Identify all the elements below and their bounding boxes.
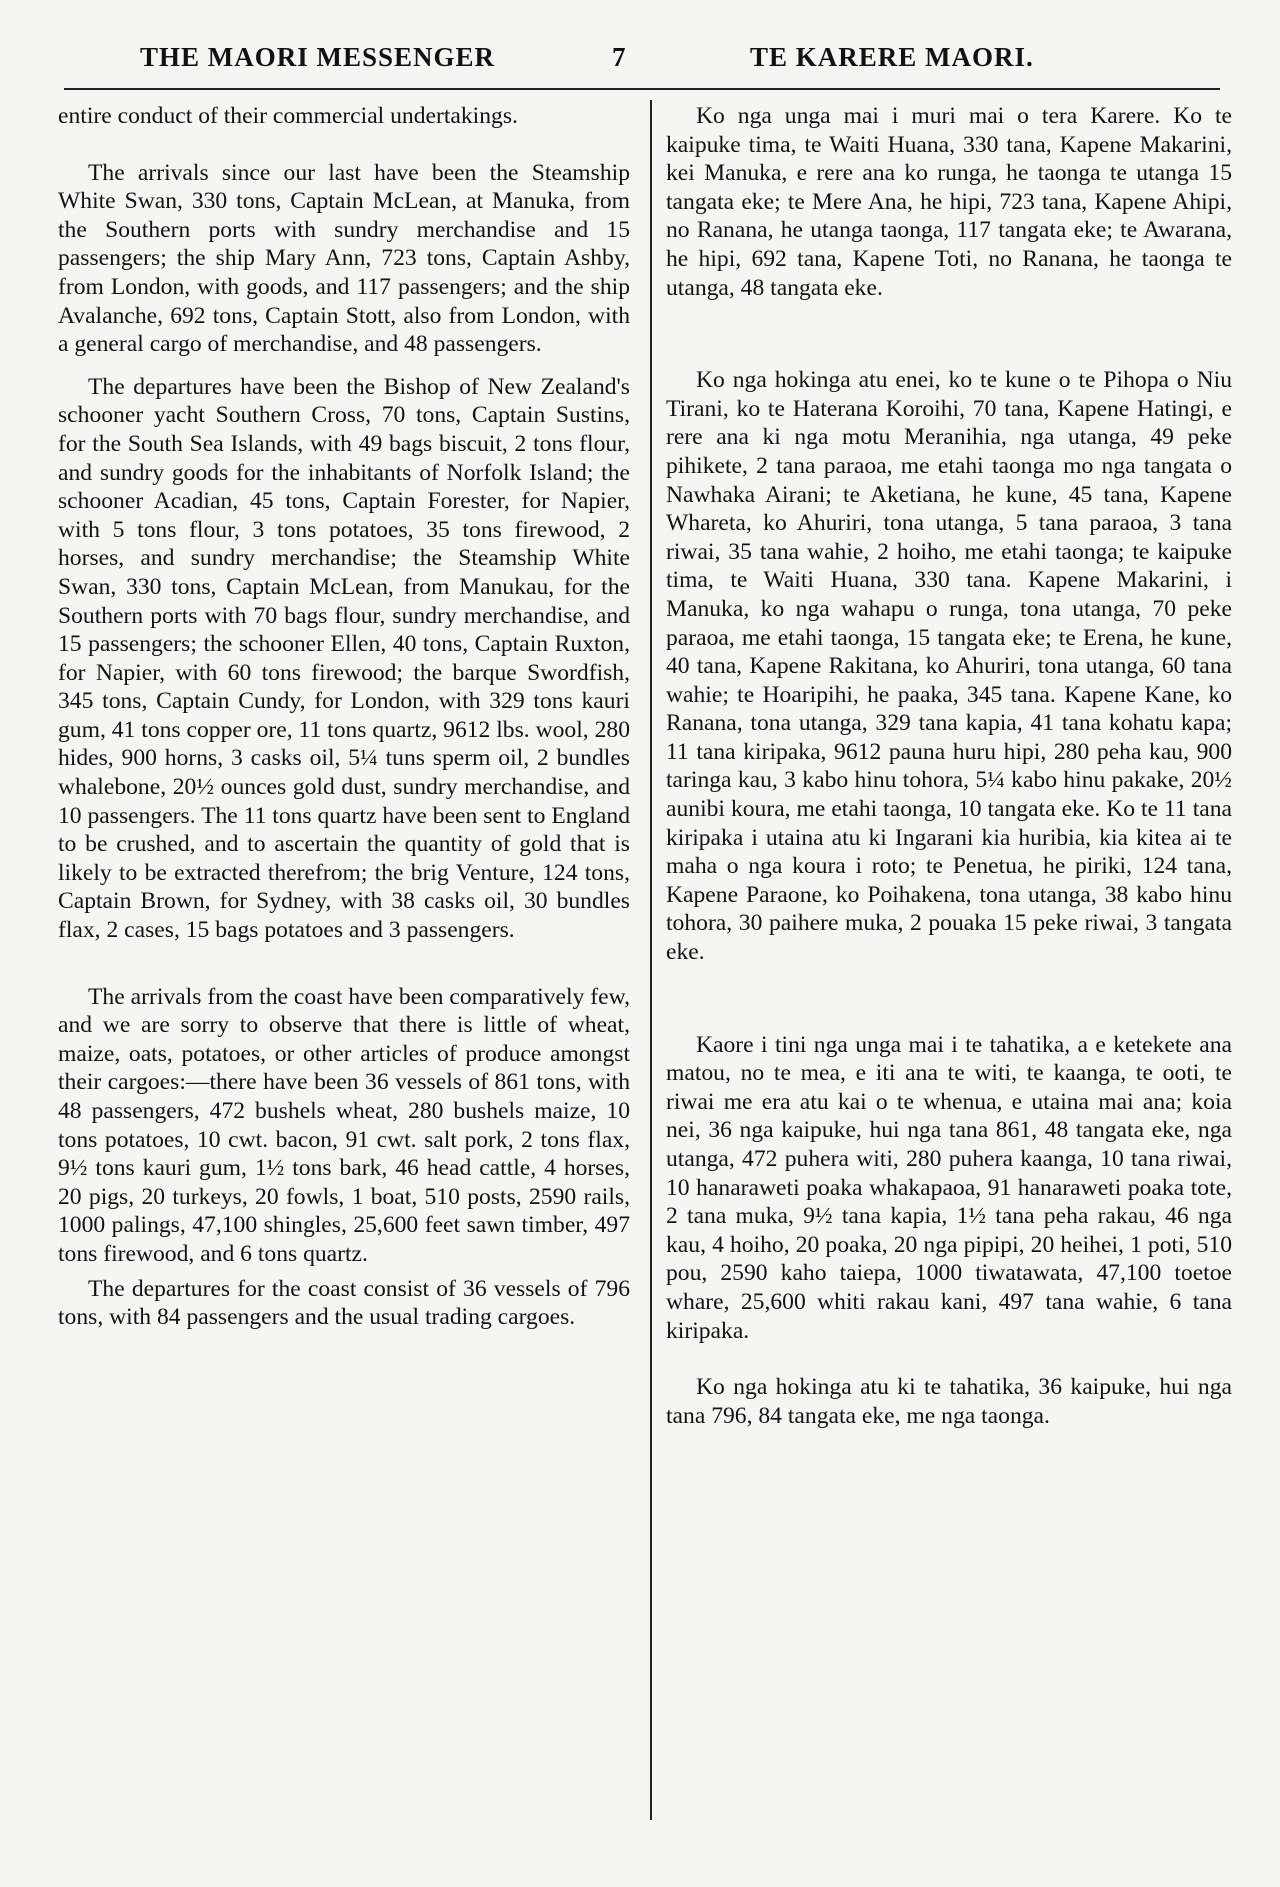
english-paragraph-2: The arrivals since our last have been the Steamship White Swan, 330 tons, Captain McLean, at Manuka, from the Southern ports with sundry merchandise and 15 passengers; the ship Mary Ann, 723 tons, Captain Ashby, from London, with goods, and 117 passengers; and the ship Avalanche, 692 tons, Captain Stott, also from London, with a general cargo of merchandise, and 48 passengers. bbox=[58, 159, 630, 358]
maori-masthead: TE KARERE MAORI. bbox=[750, 42, 1034, 72]
english-paragraph-5: The departures for the coast consist of 36 vessels of 796 tons, with 84 passengers and the usual trading cargoes. bbox=[58, 1275, 630, 1331]
page-header bbox=[60, 38, 1220, 82]
english-column bbox=[58, 102, 630, 1332]
column-divider bbox=[650, 100, 652, 1820]
maori-paragraph-2: Ko nga hokinga atu enei, ko te kune o te Pihopa o Niu Tirani, ko te Haterana Koroihi, 70 tana, Kapene Hatingi, e rere ana ki nga motu Meranihia, nga utanga, 49 peke pihikete, 2 tana paraoa, me etahi taonga mo nga tangata o Nawhaka Airani; te Aketiana, he kune, 45 tana, Kapene Whareta, ko Ahuriri, tona utanga, 5 tana paraoa, 3 tana riwai, 35 tana wahie, 2 hoiho, me etahi taonga; te kaipuke tima, te Waiti Huana, 330 tana. Kapene Makarini, i Manuka, ko nga wahapu o runga, tona utanga, 70 peke paraoa, me etahi taonga, 15 tangata eke; te Erena, he kune, 40 tana, Kapene Rakitana, ko Ahuriri, tona utanga, 60 tana wahie; te Hoaripihi, he paaka, 345 tana. Kapene Kane, ko Ranana, tona utanga, 329 tana kapia, 41 tana kohatu kapa; 11 tana kiripaka, 9612 pauna huru hipi, 280 peha kau, 900 taringa kau, 3 kabo hinu tohora, 5¼ kabo hinu pakake, 20½ aunibi koura, me etahi taonga, 10 tangata eke. Ko te 11 tana kiripaka i utaina atu ki Ingarani kia huribia, kia kitea ai te maha o nga koura i roto; te Penetua, he piriki, 124 tana, Kapene Paraone, ko Poihakena, tona utanga, 38 kabo hinu tohora, 30 paihere muka, 2 pouaka 15 peke riwai, 3 tangata eke. bbox=[666, 367, 1232, 966]
page-number: 7 bbox=[612, 42, 627, 72]
english-paragraph-4: The arrivals from the coast have been comparatively few, and we are sorry to observe that there is little of wheat, maize, oats, potatoes, or other articles of produce amongst their cargoes:—there have been 36 vessels of 861 tons, with 48 passengers, 472 bushels wheat, 280 bushels maize, 10 tons potatoes, 10 cwt. bacon, 91 cwt. salt pork, 2 tons flax, 9½ tons kauri gum, 1½ tons bark, 46 head cattle, 4 horses, 20 pigs, 20 turkeys, 20 fowls, 1 boat, 510 posts, 2590 rails, 1000 palings, 47,100 shingles, 25,600 feet sawn timber, 497 tons firewood, and 6 tons quartz. bbox=[58, 983, 630, 1267]
maori-paragraph-1: Ko nga unga mai i muri mai o tera Karere. Ko te kaipuke tima, te Waiti Huana, 330 tana, Kapene Makarini, kei Manuka, e rere ana ko runga, he taonga te utanga 15 tangata eke; te Mere Ana, he hipi, 723 tana, Kapene Ahipi, no Ranana, he utanga taonga, 117 tangata eke; te Awarana, he hipi, 692 tana, Kapene Toti, no Ranana, he taonga te utanga, 48 tangata eke. bbox=[666, 103, 1232, 301]
maori-paragraph-3: Kaore i tini nga unga mai i te tahatika, a e ketekete ana matou, no te mea, e iti ana te witi, te kaanga, te ooti, te riwai me era atu kai o te whenua, e utaina mai ana; koia nei, 36 nga kaipuke, hui nga tana 861, 48 tangata eke, nga utanga, 472 puhera witi, 280 puhera kaanga, 10 tana riwai, 10 hanaraweti poaka whakapaoa, 91 hanaraweti poaka tote, 2 tana muka, 9½ tana kapia, 1½ tana peha rakau, 46 nga kau, 4 hoiho, 20 poaka, 20 nga pipipi, 20 heihei, 1 poti, 510 pou, 2590 kaho taiepa, 1000 tiwatawata, 47,100 toetoe whare, 25,600 whiti rakau kani, 497 tana wahie, 6 tana kiripaka. bbox=[666, 1031, 1232, 1344]
maori-paragraph-4: Ko nga hokinga atu ki te tahatika, 36 kaipuke, hui nga tana 796, 84 tangata eke, me nga taonga. bbox=[666, 1374, 1232, 1429]
english-masthead: THE MAORI MESSENGER bbox=[140, 42, 496, 72]
header-rule bbox=[64, 88, 1220, 90]
english-paragraph-1: entire conduct of their commercial undertakings. bbox=[58, 103, 518, 129]
maori-column bbox=[666, 102, 1232, 1430]
english-paragraph-3: The departures have been the Bishop of New Zealand's schooner yacht Southern Cross, 70 tons, Captain Sustins, for the South Sea Islands, with 49 bags biscuit, 2 tons flour, and sundry goods for the inhabitants of Norfolk Island; the schooner Acadian, 45 tons, Captain Forester, for Napier, with 5 tons flour, 3 tons potatoes, 35 tons firewood, 2 horses, and sundry merchandise; the Steamship White Swan, 330 tons, Captain McLean, from Manukau, for the Southern ports with 70 bags flour, sundry merchandise, and 15 passengers; the schooner Ellen, 40 tons, Captain Ruxton, for Napier, with 60 tons firewood; the barque Swordfish, 345 tons, Captain Cundy, for London, with 329 tons kauri gum, 41 tons copper ore, 11 tons quartz, 9612 lbs. wool, 280 hides, 900 horns, 3 casks oil, 5¼ tuns sperm oil, 2 bundles whalebone, 20½ ounces gold dust, sundry merchandise, and 10 passengers. The 11 tons quartz have been sent to England to be crushed, and to ascertain the quantity of gold that is likely to be extracted therefrom; the brig Venture, 124 tons, Captain Brown, for Sydney, with 38 casks oil, 30 bundles flax, 2 cases, 15 bags potatoes and 3 passengers. bbox=[58, 373, 630, 944]
